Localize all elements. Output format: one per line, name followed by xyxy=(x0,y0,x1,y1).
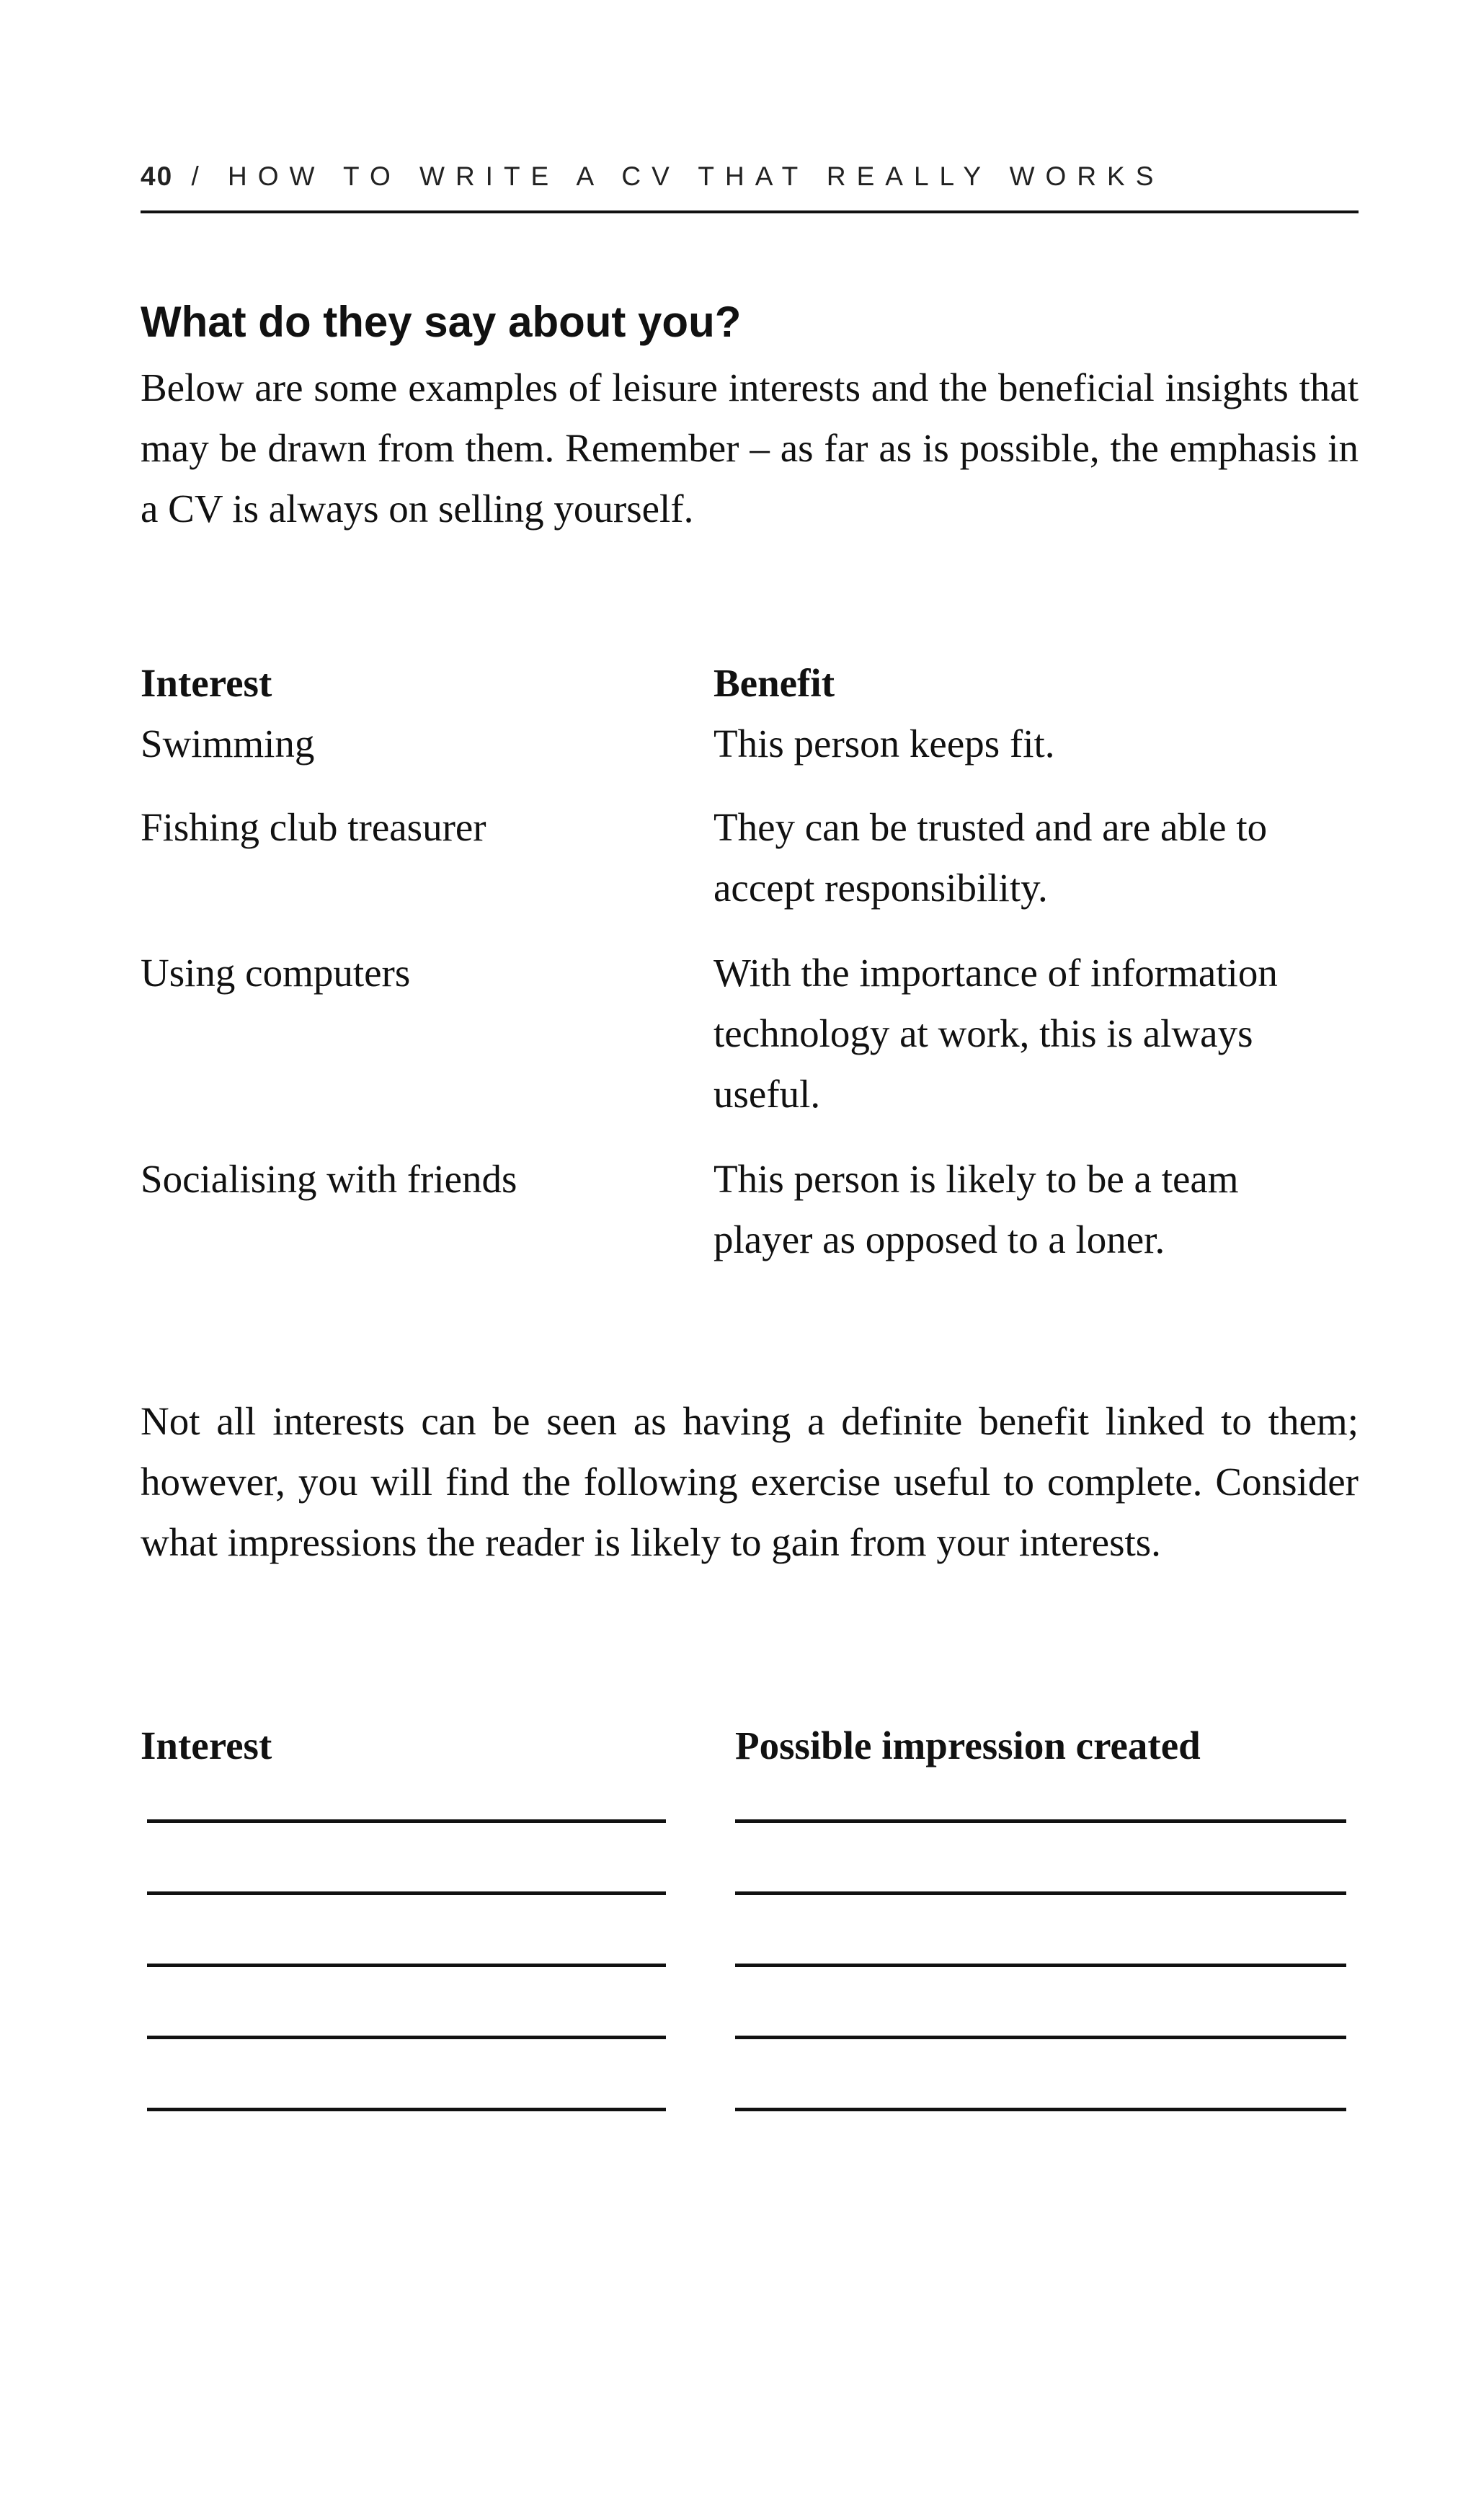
interest-blank-line[interactable] xyxy=(147,2108,666,2111)
page-number: 40 xyxy=(141,161,174,191)
benefit-cell: With the importance of information technology at work, this is always useful. xyxy=(713,951,1278,1116)
exercise-paragraph: Not all interests can be seen as having a definite benefit linked to them; however, you will find the following exercise useful to complete. Consider what impressions the reader is likely to gain from your interests. xyxy=(141,1399,1359,1564)
column-header-interest: Interest xyxy=(141,1723,272,1767)
impression-blank-line[interactable] xyxy=(735,1819,1346,1823)
column-header-interest: Interest xyxy=(141,661,272,705)
column-header-impression: Possible impression created xyxy=(735,1723,1201,1767)
interest-cell: Swimming xyxy=(141,722,315,766)
header-rule xyxy=(141,210,1359,213)
running-head xyxy=(141,161,1359,192)
running-title: HOW TO WRITE A CV THAT REALLY WORKS xyxy=(228,161,1165,191)
interest-cell: Fishing club treasurer xyxy=(141,805,486,849)
running-head-separator: / xyxy=(191,161,210,191)
benefit-cell: This person keeps fit. xyxy=(713,722,1055,766)
interest-blank-line[interactable] xyxy=(147,1964,666,1967)
impression-blank-line[interactable] xyxy=(735,1891,1346,1895)
column-header-benefit: Benefit xyxy=(713,661,835,705)
impression-blank-line[interactable] xyxy=(735,2108,1346,2111)
interest-blank-line[interactable] xyxy=(147,1819,666,1823)
intro-paragraph: Below are some examples of leisure interests and the beneficial insights that may be drawn from them. Remember – as far as is possible, the emphasis in a CV is always on selling yourself. xyxy=(141,365,1359,531)
interest-cell: Socialising with friends xyxy=(141,1157,517,1201)
section-heading: What do they say about you? xyxy=(141,298,742,346)
interest-blank-line[interactable] xyxy=(147,2036,666,2039)
interest-cell: Using computers xyxy=(141,951,411,995)
benefit-cell: They can be trusted and are able to accept responsibility. xyxy=(713,805,1268,910)
benefit-cell: This person is likely to be a team player as opposed to a loner. xyxy=(713,1157,1239,1261)
impression-blank-line[interactable] xyxy=(735,2036,1346,2039)
interest-blank-line[interactable] xyxy=(147,1891,666,1895)
impression-blank-line[interactable] xyxy=(735,1964,1346,1967)
